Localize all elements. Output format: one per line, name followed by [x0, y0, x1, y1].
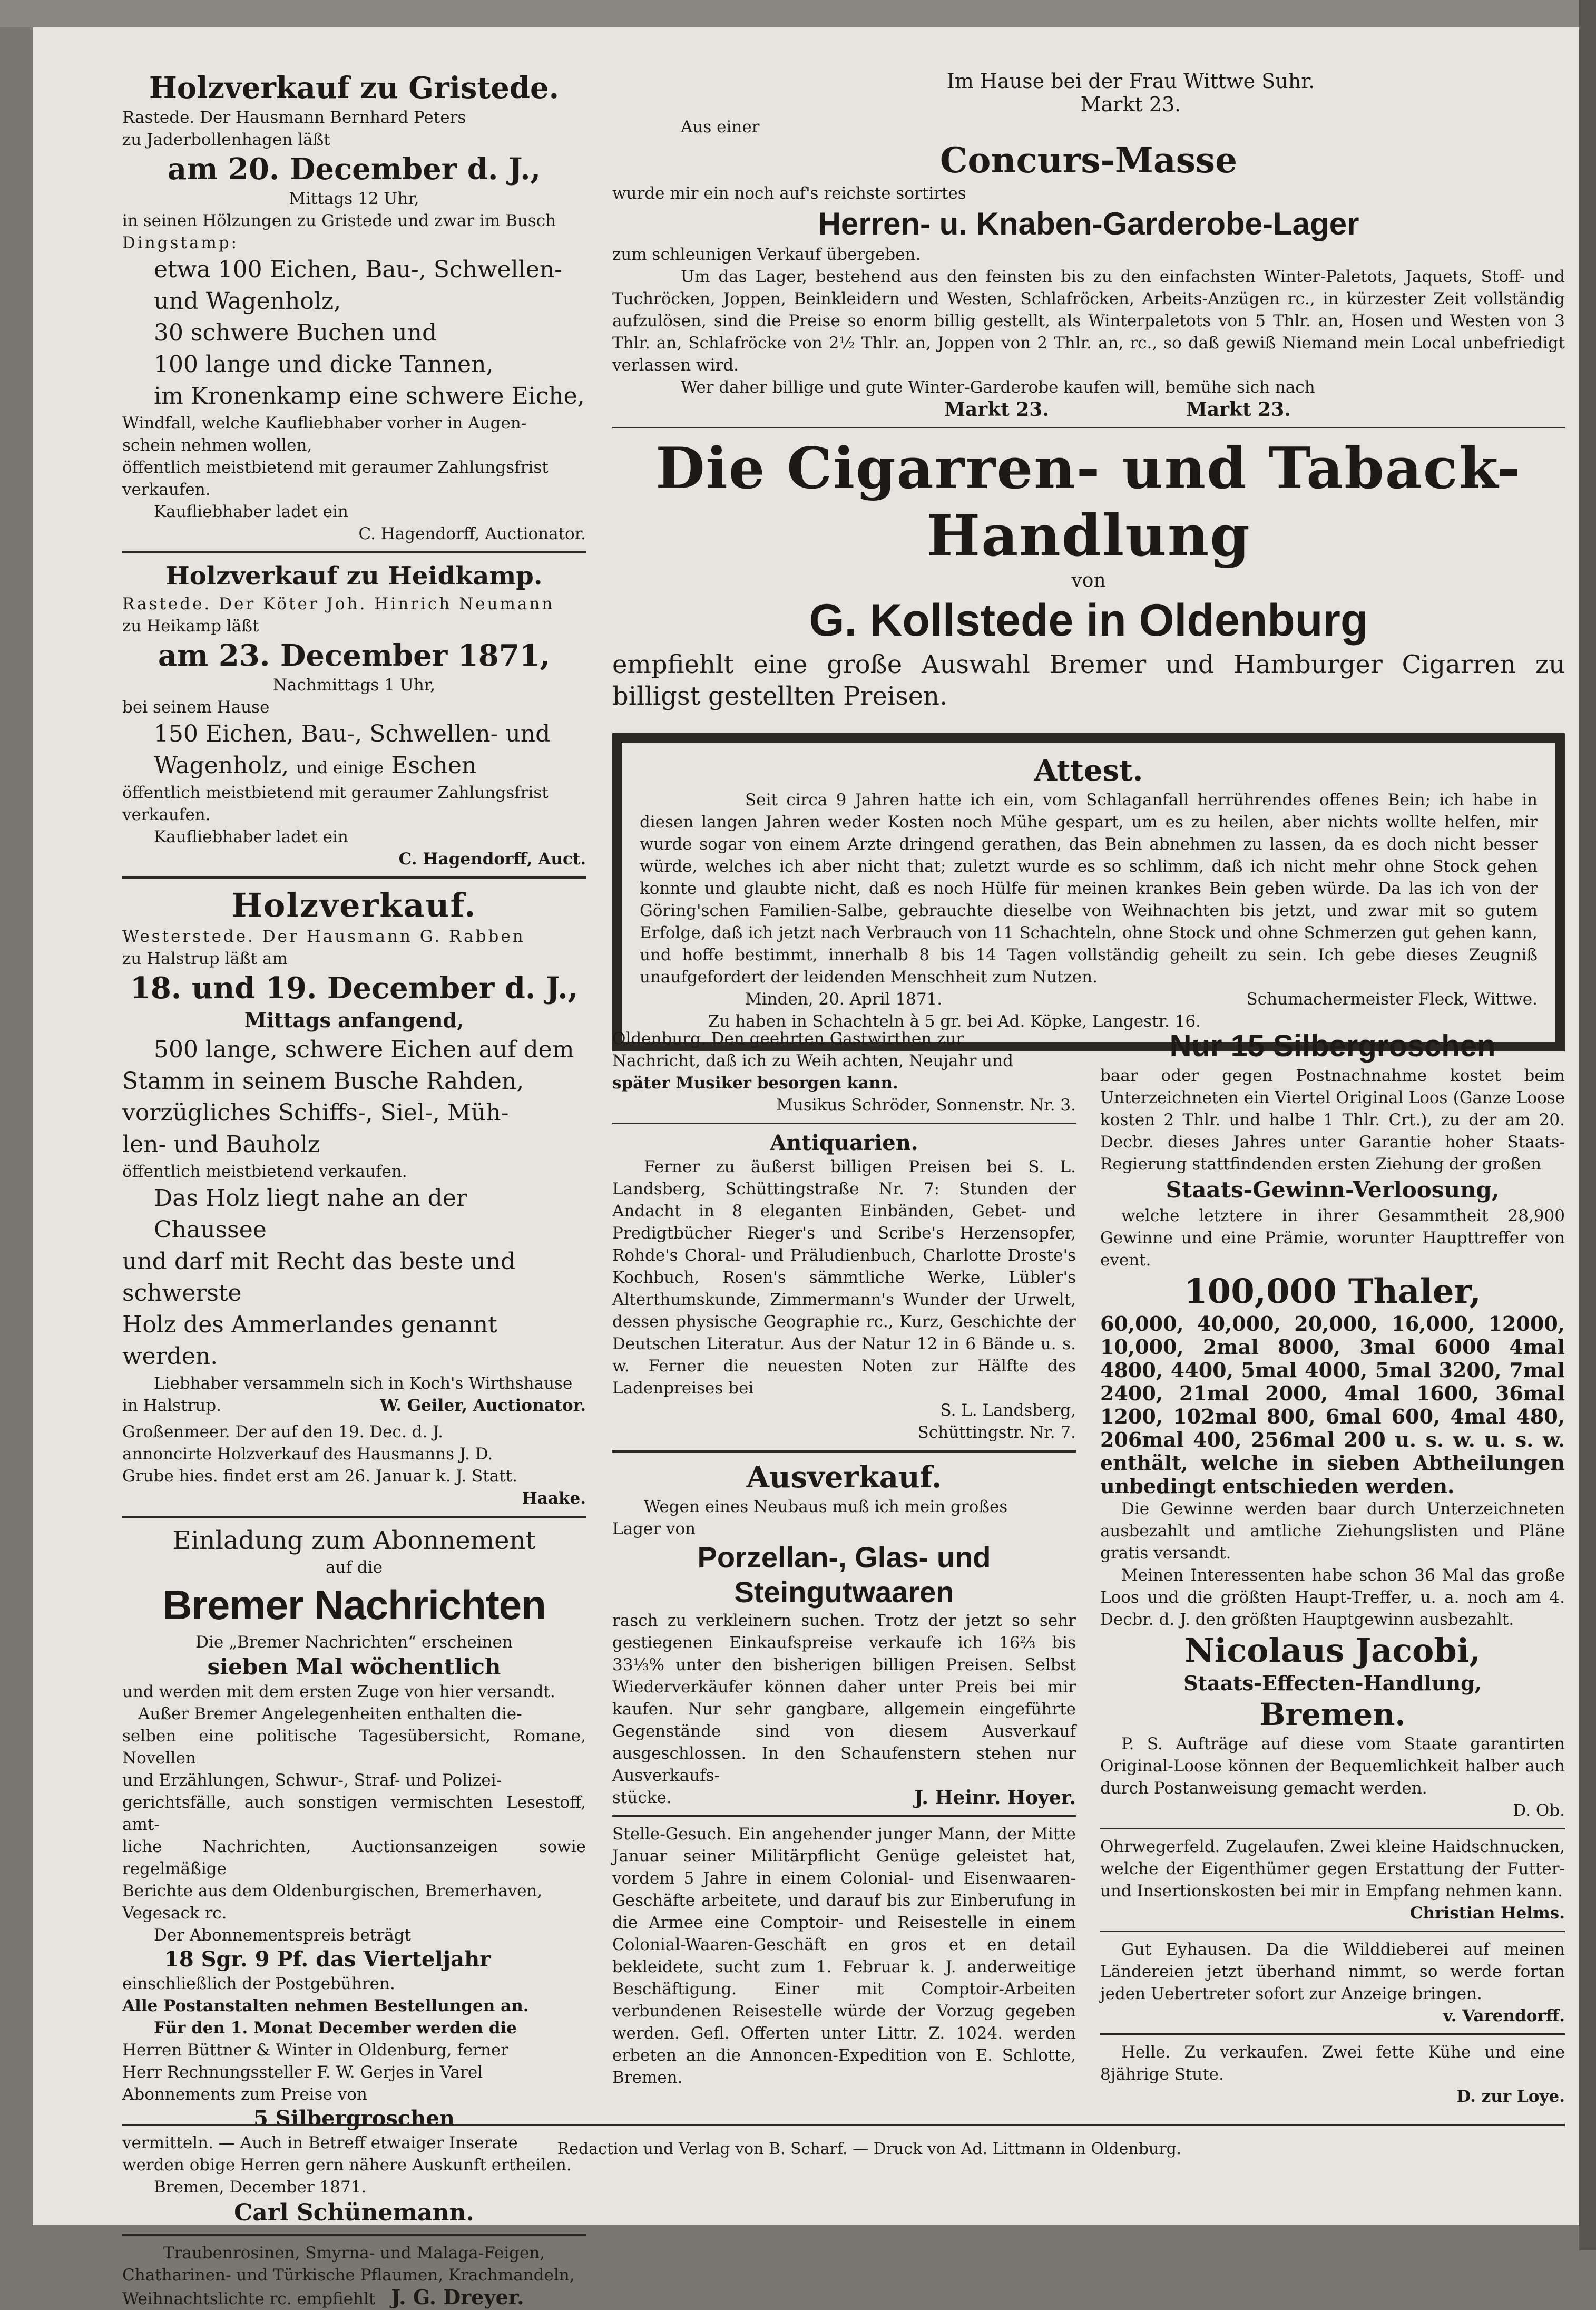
- ad-wilddieberei: [1100, 1938, 1565, 2027]
- ad-signature: v. Varendorff.: [1443, 2006, 1565, 2025]
- ad-title: Einladung zum Abonnement: [172, 1526, 536, 1555]
- ad-text: selben eine politische Tagesübersicht, Romane, Novellen: [122, 1727, 586, 1768]
- right-column: [1100, 1028, 1565, 2108]
- ad-time: Mittags anfangend,: [244, 1008, 464, 1032]
- ad-text: baar oder gegen Postnachnahme kostet beim Unterzeichneten ein Viertel Original Loos (Ganze Loose kosten 2 Thlr. und halbe 1 Thlr. Crt.), zu der am 20. Decbr. dieses Jahres unter Garantie hoher Staats-Regierung stattfindenden ersten Ziehung der großen: [1100, 1066, 1565, 1174]
- attest-signature-line: [640, 988, 1538, 1010]
- ad-signature: Schüttingstr. Nr. 7.: [917, 1423, 1076, 1442]
- ad-signature: Carl Schünemann.: [234, 2199, 474, 2226]
- ad-text: Wegen eines Neubaus muß ich mein großes: [644, 1497, 1008, 1516]
- ad-text: im Kronenkamp eine schwere Eiche,: [154, 383, 585, 410]
- ad-text: gerichtsfälle, auch sonstigen vermischten Lesestoff, amt-: [122, 1793, 586, 1834]
- ad-heading: Herren- u. Knaben-Garderobe-Lager: [818, 206, 1359, 241]
- ad-text: und darf mit Recht das beste und schwerste: [122, 1248, 516, 1307]
- ad-text: Im Hause bei der Frau Wittwe Suhr.: [946, 70, 1315, 93]
- ad-text: Markt 23.: [1080, 93, 1181, 116]
- ad-text: liche Nachrichten, Auctionsanzeigen sowie regelmäßige: [122, 1837, 586, 1878]
- ad-text: 500 lange, schwere Eichen auf dem: [154, 1036, 574, 1063]
- ad-concurs-masse: [612, 70, 1565, 421]
- ad-text: in seinen Hölzungen zu Gristede und zwar im Busch: [122, 211, 556, 230]
- right-column-top: [612, 70, 1565, 1057]
- ad-text: 150 Eichen, Bau-, Schwellen- und: [154, 720, 551, 747]
- ad-text: Kaufliebhaber ladet ein: [154, 827, 348, 846]
- divider: [1100, 1828, 1565, 1829]
- ad-signature: Christian Helms.: [1409, 1904, 1565, 1923]
- ad-cigarren-handlung: [612, 435, 1565, 712]
- ad-text: P. S. Aufträge auf diese vom Staate garantirten Original-Loose können der Bequemlichkeit halber auch durch Postanweisung gemacht werden.: [1100, 1734, 1565, 1798]
- ad-text: später Musiker besorgen kann.: [612, 1074, 898, 1093]
- ad-title: Holzverkauf.: [231, 886, 477, 924]
- ad-text: zum schleunigen Verkauf übergeben.: [612, 245, 921, 264]
- ad-text: und einige: [296, 758, 384, 777]
- ad-text: Oldenburg. Den geehrten Gastwirthen zur: [612, 1029, 964, 1048]
- ad-text: welche letztere in ihrer Gesammtheit 28,900 Gewinne und eine Prämie, worunter Haupttreffer von event.: [1100, 1206, 1565, 1270]
- ad-text: Weihnachtslichte rc. empfiehlt: [122, 2289, 376, 2308]
- ad-text: 30 schwere Buchen und: [154, 319, 437, 346]
- ad-text: zu Jaderbollenhagen läßt: [122, 130, 330, 149]
- ad-prize: 100,000 Thaler,: [1184, 1272, 1481, 1311]
- ad-text: werden obige Herren gern nähere Auskunft ertheilen.: [122, 2156, 572, 2175]
- ad-text: annoncirte Holzverkauf des Hausmanns J. D.: [122, 1445, 493, 1464]
- ad-text: Außer Bremer Angelegenheiten enthalten die-: [138, 1704, 522, 1723]
- ad-date: 18. und 19. December d. J.,: [130, 971, 579, 1006]
- ad-holzverkauf-heidkamp: [122, 559, 586, 870]
- attest-box: [612, 733, 1565, 1051]
- ad-price: 5 Silbergroschen: [253, 2106, 455, 2131]
- ad-text: Westerstede. Der Hausmann G. Rabben: [122, 927, 525, 946]
- ad-text: Stamm in seinem Busche Rahden,: [122, 1068, 524, 1095]
- ad-signature: D. zur Loye.: [1456, 2087, 1565, 2106]
- ad-text: Liebhaber versammeln sich in Koch's Wirthshause: [154, 1374, 573, 1393]
- footer-rule: [122, 2124, 1565, 2126]
- ad-text: zu Heikamp läßt: [122, 617, 259, 636]
- ad-text: Eschen: [391, 752, 477, 779]
- ad-signature: J. Heinr. Hoyer.: [914, 1787, 1076, 1809]
- ad-text: Markt 23.: [1186, 398, 1291, 421]
- ad-text: 100 lange und dicke Tannen,: [154, 351, 494, 378]
- ad-date: am 20. December d. J.,: [167, 152, 541, 187]
- attest-title: Attest.: [1034, 753, 1143, 788]
- ad-grossenmeer: [122, 1421, 586, 1509]
- ad-signature: Haake.: [522, 1489, 586, 1508]
- ad-signature: S. L. Landsberg,: [940, 1401, 1076, 1420]
- ad-text: Herr Rechnungssteller F. W. Gerjes in Varel: [122, 2063, 483, 2082]
- ad-text: Alle Postanstalten nehmen Bestellungen an.: [122, 1996, 529, 2015]
- ad-text: etwa 100 Eichen, Bau-, Schwellen-: [154, 256, 563, 283]
- ad-holzverkauf-westerstede: [122, 885, 586, 1417]
- ad-title: Ausverkauf.: [746, 1460, 942, 1495]
- ad-firm-name: Nicolaus Jacobi,: [1184, 1631, 1481, 1670]
- ad-address-line: [612, 398, 1565, 421]
- ad-text: Vegesack rc.: [122, 1904, 227, 1923]
- ad-text: verkaufen.: [122, 480, 211, 499]
- scan-top-edge: [0, 0, 1596, 27]
- attest-text: Seit circa 9 Jahren hatte ich ein, vom Schlaganfall herrührendes offenes Bein; ich habe in diesen langen Jahren weder Kosten noch Mühe gespart, um es zu heilen, aber nichts wollte helfen, mir wurde sogar von einem Arzte dringend gerathen, das Bein abnehmen zu lassen, da es doch nicht besser würde, welches ich aber nicht that; zuletzt wurde es so schlimm, daß ich nicht mehr ohne Stock gehen konnte und glaubte nicht, daß es noch Hülfe für meinen krankes Bein geben würde. Da las ich von der Göring'schen Familien-Salbe, gebrauchte dieselbe von Weihnachten bis jetzt, und zwar mit so gutem Erfolge, daß ich jetzt nach Verbrauch von 11 Schachteln, ohne Stock und ohne Schmerzen gut gehen kann, und hoffe bestimmt, innerhalb 8 bis 14 Tagen vollständig geheilt zu sein. Ich gebe dieses Zeugniß unaufgefordert der leidenden Menschheit zum Nutzen.: [640, 791, 1538, 987]
- ad-zu-verkaufen: [1100, 2041, 1565, 2108]
- ad-text: vermitteln. — Auch in Betreff etwaiger Inserate: [122, 2133, 518, 2152]
- divider: [122, 876, 586, 879]
- ad-text: Großenmeer. Der auf den 19. Dec. d. J.: [122, 1422, 443, 1441]
- ad-text: einschließlich der Postgebühren.: [122, 1974, 395, 1993]
- ad-holzverkauf-gristede: [122, 70, 586, 545]
- ad-signature: W. Geiler, Auctionator.: [380, 1396, 586, 1415]
- divider: [122, 1516, 586, 1518]
- ad-text: empfiehlt eine große Auswahl Bremer und Hamburger Cigarren zu billigst gestellten Preisen.: [612, 650, 1565, 711]
- ad-text: Rastede. Der Hausmann Bernhard Peters: [122, 108, 466, 127]
- ad-heading: Staats-Gewinn-Verloosung,: [1166, 1177, 1500, 1203]
- ad-text: schein nehmen wollen,: [122, 436, 312, 455]
- ad-text: und Wagenholz,: [154, 288, 341, 315]
- ad-text: zu Halstrup läßt am: [122, 949, 288, 968]
- ad-text: Traubenrosinen, Smyrna- und Malaga-Feigen,: [163, 2244, 545, 2263]
- attest-footer: Zu haben in Schachteln à 5 gr. bei Ad. Köpke, Langestr. 16.: [708, 1012, 1201, 1031]
- ad-text: Chatharinen- und Türkische Pflaumen, Krachmandeln,: [122, 2266, 575, 2285]
- ad-prize-list: 60,000, 40,000, 20,000, 16,000, 12000, 10,000, 2mal 8000, 3mal 6000 4mal 4800, 4400, 5mal 4000, 5mal 3200, 7mal 2400, 21mal 2000, 4mal 1600, 36mal 1200, 102mal 800, 6mal 600, 4mal 480, 206mal 400, 256mal 200 u. s. w. u. s. w. enthält, welche in sieben Abtheilungen unbedingt entschieden werden.: [1100, 1312, 1565, 1498]
- attest-place: Minden, 20. April 1871.: [745, 990, 943, 1009]
- ad-text: Das Holz liegt nahe an der Chaussee: [154, 1185, 467, 1243]
- attest-signature: Schumachermeister Fleck, Wittwe.: [1246, 990, 1538, 1009]
- ad-text: len- und Bauholz: [122, 1131, 320, 1158]
- ad-text-line: [122, 2286, 586, 2310]
- divider: [1100, 1931, 1565, 1932]
- ad-stelle-gesuch: [612, 1823, 1076, 2089]
- ad-text: öffentlich meistbietend mit geraumer Zahlungsfrist: [122, 458, 549, 477]
- ad-ausverkauf: [612, 1459, 1076, 1809]
- ad-heading: Porzellan-, Glas- und Steingutwaaren: [697, 1541, 991, 1609]
- ad-date: am 23. December 1871,: [158, 638, 551, 673]
- ad-signature: J. G. Dreyer.: [391, 2285, 524, 2309]
- ad-text: Lager von: [612, 1519, 696, 1538]
- ad-text: Grube hies. findet erst am 26. Januar k. J. Statt.: [122, 1467, 518, 1486]
- ad-text: Der Abonnementspreis beträgt: [154, 1926, 412, 1945]
- ad-title: Nur 15 Silbergroschen: [1169, 1029, 1496, 1063]
- imprint: Redaction und Verlag von B. Scharf. — Druck von Ad. Littmann in Oldenburg.: [557, 2140, 1182, 2158]
- ad-zugelaufen: [1100, 1836, 1565, 1924]
- ad-lotterie: [1100, 1028, 1565, 1821]
- ad-signature: C. Hagendorff, Auct.: [398, 850, 586, 869]
- ad-antiquarien: [612, 1130, 1076, 1444]
- ad-text-line: [612, 1787, 1076, 1809]
- ad-text: sieben Mal wöchentlich: [207, 1654, 501, 1680]
- ad-text: öffentlich meistbietend mit geraumer Zahlungsfrist: [122, 783, 549, 802]
- ad-text: Gut Eyhausen. Da die Wilddieberei auf meinen Ländereien jetzt überhand nimmt, so werde fortan jeden Uebertreter sofort zur Anzeige bringen.: [1100, 1940, 1565, 2003]
- scan-right-edge: [1579, 0, 1596, 2250]
- ad-text: vorzügliches Schiffs-, Siel-, Müh-: [122, 1099, 509, 1126]
- ad-city: Bremen.: [1259, 1697, 1406, 1732]
- divider: [612, 427, 1565, 428]
- ad-text: von: [1071, 570, 1106, 591]
- ad-text: Dingstamp:: [122, 233, 239, 252]
- left-column: [122, 70, 586, 2310]
- divider: [1100, 2033, 1565, 2035]
- ad-title: Die Cigarren- und Taback-Handlung: [655, 435, 1522, 569]
- ad-text: Meinen Interessenten habe schon 36 Mal das große Loos und die größten Haupt-Treffer, u. a. noch am 4. Decbr. d. J. den größten Hauptgewinn ausbezahlt.: [1100, 1566, 1565, 1629]
- ad-schroeder: [612, 1028, 1076, 1116]
- ad-firm-name: G. Kollstede in Oldenburg: [809, 595, 1368, 646]
- ad-text: Aus einer: [681, 118, 760, 137]
- ad-text: stücke.: [612, 1788, 672, 1807]
- ad-text-line: [122, 1395, 586, 1417]
- ad-title: Holzverkauf zu Gristede.: [149, 71, 560, 105]
- divider: [612, 1123, 1076, 1124]
- ad-dreyer: [122, 2242, 586, 2310]
- divider: [122, 551, 586, 553]
- middle-column: [612, 1028, 1076, 2089]
- ad-text: Staats-Effecten-Handlung,: [1183, 1671, 1482, 1695]
- ad-text: Stelle-Gesuch. Ein angehender junger Mann, der Mitte Januar seiner Militärpflicht Genüge geleistet hat, vordem 5 Jahre in einem Colonial- und Eisenwaaren-Geschäfte arbeitete, und darauf bis zur Einberufung in die Armee eine Comptoir- und Reisestelle in einem Colonial-Waaren-Geschäft en gros et en detail bekleidete, sucht zum 1. Februar k. J. anderweitige Beschäftigung. Einer mit Comptoir-Arbeiten verbundenen Reisestelle würde der Vorzug gegeben werden. Gefl. Offerten unter Littr. Z. 1024. werden erbeten an die Annoncen-Expedition von E. Schlotte, Bremen.: [612, 1825, 1076, 2087]
- ad-text: Holz des Ammerlandes genannt werden.: [122, 1311, 497, 1370]
- divider: [122, 2234, 586, 2236]
- ad-text: Bremen, December 1871.: [154, 2178, 367, 2197]
- ad-text: und werden mit dem ersten Zuge von hier versandt.: [122, 1682, 555, 1701]
- ad-text: auf die: [326, 1558, 383, 1577]
- ad-text: wurde mir ein noch auf's reichste sortirtes: [612, 184, 966, 203]
- ad-text: Nachricht, daß ich zu Weih achten, Neujahr und: [612, 1051, 1013, 1070]
- ad-title: Concurs-Masse: [939, 140, 1238, 181]
- ad-time: Mittags 12 Uhr,: [289, 189, 419, 208]
- ad-signature: Musikus Schröder, Sonnenstr. Nr. 3.: [776, 1096, 1076, 1115]
- ad-signature: D. Ob.: [1513, 1801, 1565, 1820]
- ad-text: Für den 1. Monat December werden die: [154, 2019, 517, 2038]
- ad-text: öffentlich meistbietend verkaufen.: [122, 1162, 407, 1181]
- ad-text: Wagenholz,: [154, 752, 289, 779]
- ad-text: Helle. Zu verkaufen. Zwei fette Kühe und eine 8jährige Stute.: [1100, 2043, 1565, 2084]
- ad-text: Berichte aus dem Oldenburgischen, Bremerhaven,: [122, 1882, 543, 1900]
- ad-text: Markt 23.: [944, 398, 1049, 421]
- ad-bremer-nachrichten: [122, 1525, 586, 2228]
- ad-text: bei seinem Hause: [122, 698, 270, 717]
- ad-text: Die Gewinne werden baar durch Unterzeichneten ausbezahlt und amtliche Ziehungslisten und Pläne gratis versandt.: [1100, 1499, 1565, 1563]
- divider: [612, 1450, 1076, 1453]
- ad-text: Herren Büttner & Winter in Oldenburg, ferner: [122, 2041, 509, 2060]
- ad-text: in Halstrup.: [122, 1396, 222, 1415]
- ad-text: Abonnements zum Preise von: [122, 2085, 367, 2104]
- ad-signature: C. Hagendorff, Auctionator.: [358, 524, 586, 543]
- ad-text: Windfall, welche Kaufliebhaber vorher in Augen-: [122, 414, 527, 433]
- ad-text: Kaufliebhaber ladet ein: [154, 502, 348, 521]
- ad-text: Ferner zu äußerst billigen Preisen bei S. L. Landsberg, Schüttingstraße Nr. 7: Stunden der Andacht in 8 eleganten Einbänden, Gebet- und Predigtbücher Rieger's und Scribe's Herzensopfer, Rohde's Choral- und Präludienbuch, Charlotte Droste's Kochbuch, Rosen's sämmtliche Werke, Lübler's Alterthumskunde, Zimmermann's Wunder der Urwelt, dessen physische Geographie rc., Kurz, Geschichte der Deutschen Literatur. Aus der Natur 12 in 6 Bände u. s. w. Ferner die neuesten Noten zur Hälfte des Ladenpreises bei: [612, 1157, 1076, 1398]
- ad-text: [122, 750, 586, 782]
- ad-title: Holzverkauf zu Heidkamp.: [165, 561, 543, 591]
- ad-text: rasch zu verkleinern suchen. Trotz der jetzt so sehr gestiegenen Einkaufspreise verkaufe ich 16⅔ bis 33⅓% unter den bisherigen billigen Preisen. Selbst Wiederverkäufer können daher unter Preis bei mir kaufen. Nur sehr gangbare, allgemein eingeführte Gegenstände sind von diesem Ausverkauf ausgeschlossen. In den Schaufenstern stehen nur Ausverkaufs-: [612, 1611, 1076, 1785]
- ad-text: Rastede. Der Köter Joh. Hinrich Neumann: [122, 594, 555, 613]
- newspaper-name: Bremer Nachrichten: [162, 1582, 546, 1628]
- ad-text: Ohrwegerfeld. Zugelaufen. Zwei kleine Haidschnucken, welche der Eigenthümer gegen Erstattung der Futter- und Insertionskosten bei mir in Empfang nehmen kann.: [1100, 1837, 1565, 1900]
- ad-title: Antiquarien.: [770, 1130, 918, 1155]
- ad-price: 18 Sgr. 9 Pf. das Vierteljahr: [164, 1947, 491, 1972]
- ad-time: Nachmittags 1 Uhr,: [272, 676, 436, 695]
- divider: [612, 1815, 1076, 1817]
- ad-text: verkaufen.: [122, 805, 211, 824]
- ad-text: und Erzählungen, Schwur-, Straf- und Polizei-: [122, 1771, 502, 1790]
- ad-text: Um das Lager, bestehend aus den feinsten bis zu den einfachsten Winter-Paletots, Jaquets, Stoff- und Tuchröcken, Joppen, Beinkleidern und Westen, Schlafröcken, Arbeits-Anzügen rc., in kürzester Zeit vollständig aufzulösen, sind die Preise so enorm billig gestellt, als Winterpaletots von 5 Thlr. an, Hosen und Westen von 3 Thlr. an, Schlafröcke von 2½ Thlr. an, Joppen von 2 Thlr. an, rc., so daß gewiß Niemand mein Local unbefriedigt verlassen wird.: [612, 267, 1565, 375]
- ad-text: Wer daher billige und gute Winter-Garderobe kaufen will, bemühe sich nach: [681, 378, 1315, 397]
- ad-text: Die „Bremer Nachrichten“ erscheinen: [195, 1633, 513, 1652]
